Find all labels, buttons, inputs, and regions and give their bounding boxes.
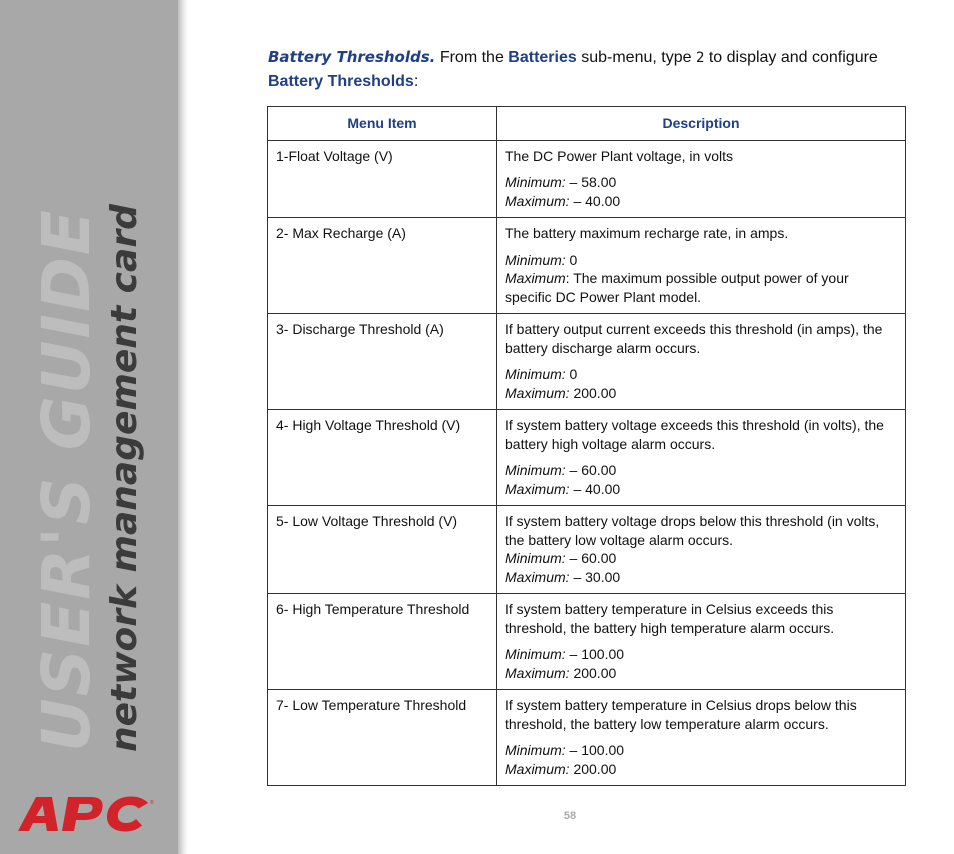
description-text	[505, 512, 897, 586]
table-row	[268, 594, 906, 690]
maximum-value: – 40.00	[569, 480, 621, 497]
sidebar	[0, 0, 178, 854]
minimum-label: Minimum:	[505, 366, 566, 382]
range-text	[505, 645, 897, 682]
minimum-value: – 58.00	[565, 174, 617, 190]
intro-text: From the	[435, 49, 509, 66]
column-header-menu-item: Menu Item	[268, 107, 497, 141]
menu-item-cell: 4- High Voltage Threshold (V)	[268, 410, 497, 506]
minimum-value: 0	[565, 366, 578, 382]
description-cell	[497, 594, 906, 690]
intro-text: :	[413, 73, 419, 90]
description-text: If system battery temperature in Celsius drops below this threshold, the battery low temperature alarm occurs.	[505, 697, 857, 732]
description-cell	[497, 140, 906, 218]
description-cell	[497, 690, 906, 786]
table-row	[268, 140, 906, 218]
apc-logo	[16, 795, 156, 833]
minimum-label: Minimum:	[505, 550, 566, 566]
menu-item-cell: 3- Discharge Threshold (A)	[268, 314, 497, 410]
maximum-label: Maximum:	[505, 192, 570, 209]
range-text	[505, 251, 897, 307]
minimum-value: – 100.00	[565, 646, 625, 662]
maximum-label: Maximum:	[505, 568, 570, 585]
description-cell	[497, 506, 906, 594]
minimum-label: Minimum:	[505, 646, 566, 662]
description-text: The battery maximum recharge rate, in amps.	[505, 225, 789, 241]
range-text	[505, 741, 897, 778]
maximum-value: 200.00	[569, 384, 617, 401]
maximum-value: 200.00	[569, 664, 617, 681]
table-row	[268, 218, 906, 314]
menu-key: 2	[695, 50, 705, 66]
batteries-keyword: Batteries	[508, 49, 577, 66]
range-text	[505, 365, 897, 402]
sidebar-title: USER'S GUIDE	[28, 208, 105, 752]
maximum-value: : The maximum possible output power of your specific DC Power Plant model.	[505, 270, 849, 305]
range-text	[505, 173, 897, 210]
maximum-label: Maximum:	[505, 384, 570, 401]
table-row	[268, 690, 906, 786]
thresholds-table	[267, 106, 906, 786]
description-cell	[497, 314, 906, 410]
menu-item-cell: 7- Low Temperature Threshold	[268, 690, 497, 786]
range-text	[505, 461, 897, 498]
maximum-label: Maximum:	[505, 480, 570, 497]
description-text: If system battery voltage exceeds this threshold (in volts), the battery high voltage alarm occurs.	[505, 417, 884, 452]
svg-text:®: ®	[150, 800, 154, 806]
maximum-label: Maximum	[505, 270, 566, 286]
minimum-label: Minimum:	[505, 462, 566, 478]
intro-text: sub-menu, type	[576, 49, 696, 66]
table-row	[268, 410, 906, 506]
description-cell	[497, 218, 906, 314]
maximum-label: Maximum:	[505, 664, 570, 681]
minimum-value: 0	[565, 251, 578, 268]
table-row	[268, 314, 906, 410]
column-header-description: Description	[497, 107, 906, 141]
maximum-value: – 40.00	[569, 192, 621, 209]
intro-text: to display and configure	[704, 49, 878, 66]
minimum-value: – 100.00	[565, 742, 625, 758]
intro-paragraph	[268, 45, 888, 94]
description-text: The DC Power Plant voltage, in volts	[505, 147, 733, 164]
maximum-value: 200.00	[569, 760, 617, 777]
description-cell	[497, 410, 906, 506]
description-text: If system battery voltage drops below this threshold (in volts, the battery low voltage alarm occurs.	[505, 513, 880, 548]
page-number: 58	[563, 810, 577, 822]
section-heading: Battery Thresholds.	[268, 48, 436, 66]
table-header-row	[268, 107, 906, 141]
minimum-value: – 60.00	[565, 462, 617, 478]
minimum-label: Minimum:	[505, 174, 566, 190]
maximum-value: – 30.00	[569, 568, 621, 585]
sidebar-edge	[178, 0, 188, 854]
menu-item-cell: 2- Max Recharge (A)	[268, 218, 497, 314]
description-text: If system battery temperature in Celsius exceeds this threshold, the battery high temperature alarm occurs.	[505, 601, 835, 636]
menu-item-cell: 1-Float Voltage (V)	[268, 140, 497, 218]
menu-item-cell: 6- High Temperature Threshold	[268, 594, 497, 690]
minimum-label: Minimum:	[505, 251, 566, 268]
menu-item-cell: 5- Low Voltage Threshold (V)	[268, 506, 497, 594]
sidebar-subtitle: network management card	[104, 204, 145, 752]
table-row	[268, 506, 906, 594]
maximum-label: Maximum:	[505, 760, 570, 777]
minimum-label: Minimum:	[505, 742, 566, 758]
minimum-value: – 60.00	[565, 550, 617, 566]
battery-thresholds-keyword: Battery Thresholds	[268, 73, 414, 90]
description-text: If battery output current exceeds this threshold (in amps), the battery discharge alarm occurs.	[505, 321, 883, 356]
